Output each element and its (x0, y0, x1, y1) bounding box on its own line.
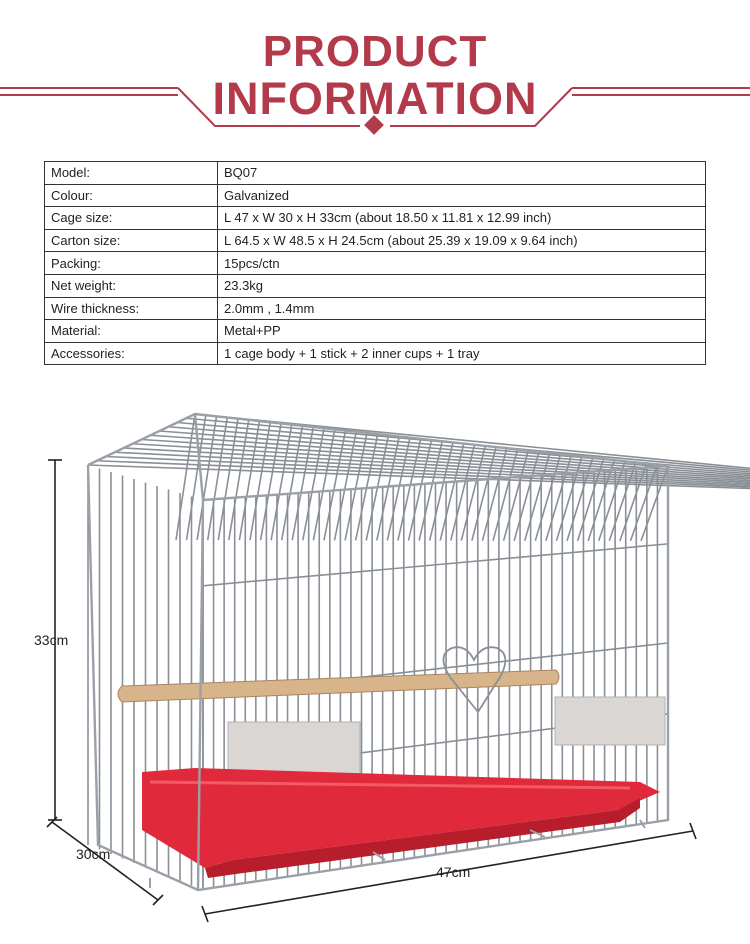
spec-value: L 64.5 x W 48.5 x H 24.5cm (about 25.39 x 19.09 x 9.64 inch) (218, 229, 706, 252)
spec-label: Packing: (45, 252, 218, 275)
height-label: 33cm (34, 632, 68, 648)
spec-value: Galvanized (218, 184, 706, 207)
spec-label: Cage size: (45, 207, 218, 230)
spec-value: 23.3kg (218, 274, 706, 297)
header (0, 0, 750, 150)
spec-table (44, 161, 706, 365)
spec-label: Colour: (45, 184, 218, 207)
spec-label: Carton size: (45, 229, 218, 252)
spec-label: Model: (45, 162, 218, 185)
product-photo (0, 390, 750, 939)
table-row (45, 229, 706, 252)
spec-value: Metal+PP (218, 320, 706, 343)
spec-label: Net weight: (45, 274, 218, 297)
spec-label: Accessories: (45, 342, 218, 365)
spec-label: Material: (45, 320, 218, 343)
table-row (45, 297, 706, 320)
table-row (45, 207, 706, 230)
table-row (45, 184, 706, 207)
bird-cage-icon (0, 390, 750, 939)
table-row (45, 252, 706, 275)
table-row (45, 342, 706, 365)
length-label: 47cm (436, 864, 470, 880)
spec-value: L 47 x W 30 x H 33cm (about 18.50 x 11.81 x 12.99 inch) (218, 207, 706, 230)
width-label: 30cm (76, 846, 110, 862)
page-title-line2: INFORMATION (0, 75, 750, 123)
spec-value: 15pcs/ctn (218, 252, 706, 275)
spec-value: 2.0mm , 1.4mm (218, 297, 706, 320)
table-row (45, 162, 706, 185)
spec-value: BQ07 (218, 162, 706, 185)
table-row (45, 320, 706, 343)
spec-value: 1 cage body + 1 stick + 2 inner cups + 1 tray (218, 342, 706, 365)
table-row (45, 274, 706, 297)
page-title-line1: PRODUCT (0, 28, 750, 76)
spec-label: Wire thickness: (45, 297, 218, 320)
